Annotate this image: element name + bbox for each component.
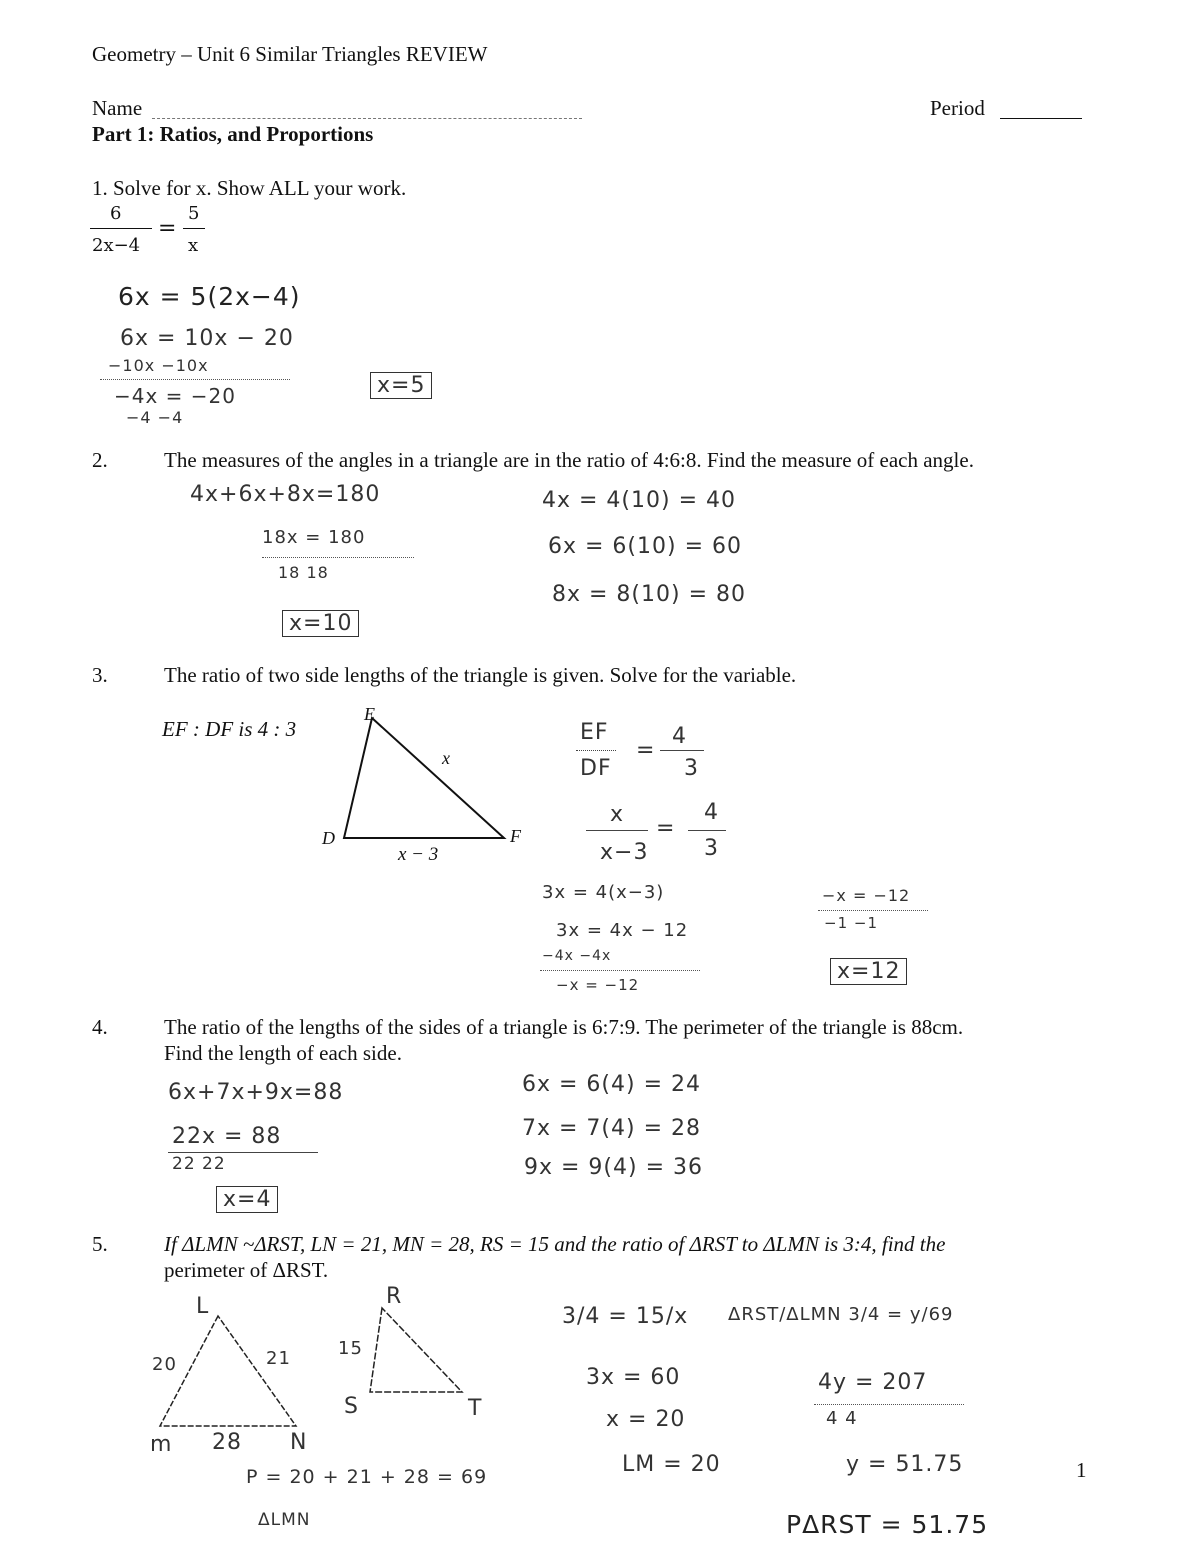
q3-sub-num: x bbox=[610, 802, 625, 827]
name-label: Name bbox=[92, 96, 143, 120]
q2-work-left: 18 18 bbox=[278, 563, 329, 582]
q3-ratio-eq: = bbox=[636, 738, 656, 763]
q5-work-mid: 3x = 60 bbox=[586, 1365, 681, 1390]
q3-ratio-den: DF bbox=[580, 756, 612, 781]
q2-work-right: 8x = 8(10) = 80 bbox=[552, 582, 747, 607]
q3-sub-bar2 bbox=[688, 830, 726, 831]
q4-answer-box: x=4 bbox=[216, 1186, 278, 1213]
q3-sub-den: x−3 bbox=[600, 840, 649, 865]
q1-work-line: 6x = 10x − 20 bbox=[120, 326, 294, 351]
q5-work-right: 4 4 bbox=[826, 1408, 858, 1429]
page-number: 1 bbox=[1076, 1458, 1087, 1482]
q5-perimeter-line: P = 20 + 21 + 28 = 69 bbox=[246, 1466, 488, 1488]
q3-sub-num2: 4 bbox=[704, 800, 719, 825]
q2-work-left: 18x = 180 bbox=[262, 527, 366, 548]
q3-vertex-e: E bbox=[364, 704, 375, 724]
q5-work-mid: 3/4 = 15/x bbox=[562, 1304, 689, 1329]
q5-tri1-top: L bbox=[196, 1294, 210, 1319]
q2-work-right: 4x = 4(10) = 40 bbox=[542, 488, 737, 513]
q4-work-left: 22 22 bbox=[172, 1154, 226, 1174]
q1-frac-right-den: x bbox=[188, 235, 199, 256]
q3-side-base: x − 3 bbox=[398, 844, 439, 865]
q3-work-right: −x = −12 bbox=[822, 886, 911, 905]
q5-tri1-base: 28 bbox=[212, 1430, 242, 1455]
period-label: Period bbox=[930, 96, 985, 120]
q1-work-line: −4x = −20 bbox=[114, 384, 236, 408]
q3-work-divider bbox=[540, 970, 700, 971]
q4-work-right: 6x = 6(4) = 24 bbox=[522, 1072, 702, 1097]
q5-perimeter-sub: ΔLMN bbox=[258, 1510, 311, 1530]
q4-work-left: 6x+7x+9x=88 bbox=[168, 1080, 344, 1105]
q3-prompt: The ratio of two side lengths of the triangle is given. Solve for the variable. bbox=[164, 663, 797, 687]
q1-work-line: 6x = 5(2x−4) bbox=[118, 282, 301, 311]
q3-side-x: x bbox=[442, 748, 450, 768]
q5-tri1-side-right: 21 bbox=[266, 1348, 291, 1369]
q3-vertex-d: D bbox=[322, 828, 335, 848]
q3-work-left: −x = −12 bbox=[556, 976, 640, 994]
q5-prompt-line2: perimeter of ΔRST. bbox=[164, 1258, 329, 1282]
q5-work-ratio: ΔRST/ΔLMN 3/4 = y/69 bbox=[728, 1304, 954, 1325]
q1-frac-left-den: 2x−4 bbox=[92, 235, 141, 256]
document-title: Geometry – Unit 6 Similar Triangles REVIEW bbox=[92, 42, 488, 66]
q3-ratio-num2: 4 bbox=[672, 724, 687, 749]
q3-ratio-den2: 3 bbox=[684, 756, 699, 781]
q3-triangle-def bbox=[344, 718, 504, 838]
q5-tri2-left: S bbox=[344, 1394, 359, 1419]
q1-frac-left-num: 6 bbox=[110, 203, 122, 224]
q5-work-right: y = 51.75 bbox=[846, 1452, 964, 1477]
q2-answer-box: x=10 bbox=[282, 610, 359, 637]
q4-work-right: 7x = 7(4) = 28 bbox=[522, 1116, 702, 1141]
q3-work-right: −1 −1 bbox=[824, 914, 878, 932]
q1-answer-box: x=5 bbox=[370, 372, 432, 399]
q3-work-left: 3x = 4(x−3) bbox=[542, 882, 665, 903]
q3-number: 3. bbox=[92, 663, 108, 687]
q5-number: 5. bbox=[92, 1232, 108, 1256]
q5-tri2-side-left: 15 bbox=[338, 1338, 363, 1359]
q4-work-right: 9x = 9(4) = 36 bbox=[524, 1155, 704, 1180]
q3-sub-den2: 3 bbox=[704, 836, 719, 861]
q1-work-line: −4 −4 bbox=[126, 408, 184, 427]
q4-number: 4. bbox=[92, 1015, 108, 1039]
q3-work-right-divider bbox=[818, 910, 928, 911]
q5-triangle-rst bbox=[370, 1308, 462, 1392]
q5-tri2-top: R bbox=[386, 1284, 403, 1309]
q3-ratio-num: EF bbox=[580, 720, 609, 745]
q3-ratio-bar bbox=[576, 750, 616, 751]
q5-tri1-side-left: 20 bbox=[152, 1354, 177, 1375]
part-heading: Part 1: Ratios, and Proportions bbox=[92, 122, 374, 146]
q3-work-left: −4x −4x bbox=[542, 948, 612, 964]
q3-answer-box: x=12 bbox=[830, 958, 907, 985]
q3-given: EF : DF is 4 : 3 bbox=[162, 717, 297, 741]
q3-vertex-f: F bbox=[510, 826, 521, 846]
q2-work-right: 6x = 6(10) = 60 bbox=[548, 534, 743, 559]
q4-prompt: The ratio of the lengths of the sides of a triangle is 6:7:9. The perimeter of the triangle is 88cm. bbox=[164, 1015, 964, 1039]
q3-work-left: 3x = 4x − 12 bbox=[556, 920, 689, 941]
q5-final-answer: PΔRST = 51.75 bbox=[786, 1510, 989, 1539]
q3-sub-bar bbox=[586, 830, 648, 831]
q4-work-left: 22x = 88 bbox=[172, 1124, 282, 1149]
q1-equals: = bbox=[158, 216, 177, 241]
q2-number: 2. bbox=[92, 448, 108, 472]
q3-ratio-bar2 bbox=[660, 750, 704, 751]
q1-frac-right-num: 5 bbox=[188, 203, 200, 224]
q5-tri1-right: N bbox=[290, 1430, 308, 1455]
q1-work-line: −10x −10x bbox=[108, 356, 209, 375]
q5-prompt: If ΔLMN ~ΔRST, LN = 21, MN = 28, RS = 15 and the ratio of ΔRST to ΔLMN is 3:4, find the bbox=[164, 1232, 946, 1256]
q2-prompt: The measures of the angles in a triangle are in the ratio of 4:6:8. Find the measure of each angle. bbox=[164, 448, 974, 472]
q5-work-divider bbox=[814, 1404, 964, 1405]
q4-prompt-line2: Find the length of each side. bbox=[164, 1041, 402, 1065]
q5-triangle-lmn bbox=[160, 1316, 296, 1426]
q4-work-divider bbox=[168, 1152, 318, 1153]
q2-work-left: 4x+6x+8x=180 bbox=[190, 482, 381, 507]
q5-tri2-right: T bbox=[468, 1396, 483, 1421]
q5-work-mid: x = 20 bbox=[606, 1407, 686, 1432]
q5-work-right: 4y = 207 bbox=[818, 1370, 928, 1395]
q3-sub-eq: = bbox=[656, 816, 676, 841]
q5-tri1-left: m bbox=[150, 1432, 173, 1457]
q5-work-mid: LM = 20 bbox=[622, 1452, 721, 1477]
q1-prompt: 1. Solve for x. Show ALL your work. bbox=[92, 176, 407, 200]
